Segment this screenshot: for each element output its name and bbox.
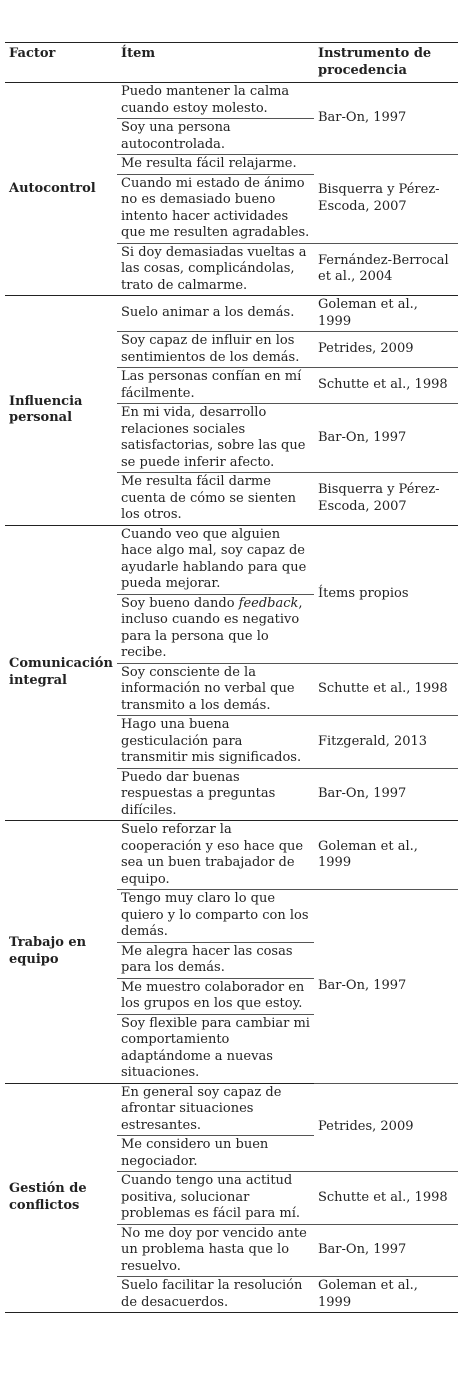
header-item: Ítem bbox=[117, 43, 314, 83]
item-text: Soy bueno dando bbox=[121, 595, 239, 611]
item-cell: En mi vida, desarrollo relaciones sociales satisfactorias, sobre las que se puede inferir afecto. bbox=[117, 404, 314, 473]
source-cell: Goleman et al., 1999 bbox=[314, 821, 458, 890]
source-cell: Goleman et al., 1999 bbox=[314, 296, 458, 332]
source-cell: Fitzgerald, 2013 bbox=[314, 716, 458, 769]
item-cell: Cuando mi estado de ánimo no es demasiado bueno intento hacer actividades que me resulten agradables. bbox=[117, 174, 314, 243]
item-cell: Suelo reforzar la cooperación y eso hace que sea un buen trabajador de equipo. bbox=[117, 821, 314, 890]
factor-cell: Influencia personal bbox=[5, 296, 117, 526]
source-cell: Ítems propios bbox=[314, 525, 458, 663]
item-cell: Soy capaz de influir en los sentimientos de los demás. bbox=[117, 332, 314, 368]
item-text: , incluso cuando es negativo para la persona que lo recibe. bbox=[121, 595, 303, 660]
item-cell bbox=[117, 594, 314, 663]
source-cell: Bar-On, 1997 bbox=[314, 768, 458, 821]
header-factor: Factor bbox=[5, 43, 117, 83]
source-cell: Bisquerra y Pérez-Escoda, 2007 bbox=[314, 473, 458, 526]
item-cell: Me muestro colaborador en los grupos en los que estoy. bbox=[117, 978, 314, 1014]
item-cell: Puedo mantener la calma cuando estoy molesto. bbox=[117, 83, 314, 119]
table-row bbox=[5, 1083, 458, 1136]
table-row bbox=[5, 296, 458, 332]
item-cell: En general soy capaz de afrontar situaciones estresantes. bbox=[117, 1083, 314, 1136]
item-cell: Me alegra hacer las cosas para los demás. bbox=[117, 942, 314, 978]
item-cell: No me doy por vencido ante un problema hasta que lo resuelvo. bbox=[117, 1224, 314, 1277]
item-cell: Me resulta fácil relajarme. bbox=[117, 155, 314, 175]
item-cell: Suelo animar a los demás. bbox=[117, 296, 314, 332]
source-cell: Fernández-Berrocal et al., 2004 bbox=[314, 243, 458, 296]
factor-cell: Comunicación integral bbox=[5, 525, 117, 821]
item-cell: Soy consciente de la información no verbal que transmito a los demás. bbox=[117, 663, 314, 716]
item-cell: Cuando tengo una actitud positiva, solucionar problemas es fácil para mí. bbox=[117, 1172, 314, 1225]
item-cell: Hago una buena gesticulación para transmitir mis significados. bbox=[117, 716, 314, 769]
item-cell: Puedo dar buenas respuestas a preguntas difíciles. bbox=[117, 768, 314, 821]
source-cell: Bar-On, 1997 bbox=[314, 890, 458, 1084]
table-row bbox=[5, 525, 458, 594]
source-cell: Schutte et al., 1998 bbox=[314, 1172, 458, 1225]
item-cell: Tengo muy claro lo que quiero y lo comparto con los demás. bbox=[117, 890, 314, 943]
source-cell: Bar-On, 1997 bbox=[314, 83, 458, 155]
item-cell: Me resulta fácil darme cuenta de cómo se sienten los otros. bbox=[117, 473, 314, 526]
source-cell: Schutte et al., 1998 bbox=[314, 663, 458, 716]
item-cell: Suelo facilitar la resolución de desacuerdos. bbox=[117, 1277, 314, 1313]
item-cell: Soy flexible para cambiar mi comportamiento adaptándome a nuevas situaciones. bbox=[117, 1014, 314, 1083]
item-cell: Las personas confían en mí fácilmente. bbox=[117, 368, 314, 404]
factor-cell: Trabajo en equipo bbox=[5, 821, 117, 1084]
factor-cell: Gestión de conflictos bbox=[5, 1083, 117, 1313]
item-emphasis: feedback bbox=[238, 595, 299, 611]
item-cell: Me considero un buen negociador. bbox=[117, 1136, 314, 1172]
header-row bbox=[5, 43, 458, 83]
table-row bbox=[5, 821, 458, 890]
item-cell: Si doy demasiadas vueltas a las cosas, complicándolas, trato de calmarme. bbox=[117, 243, 314, 296]
item-cell: Soy una persona autocontrolada. bbox=[117, 119, 314, 155]
factor-cell: Autocontrol bbox=[5, 83, 117, 296]
header-source: Instrumento de procedencia bbox=[314, 43, 458, 83]
source-cell: Petrides, 2009 bbox=[314, 1083, 458, 1172]
source-cell: Bar-On, 1997 bbox=[314, 404, 458, 473]
source-cell: Schutte et al., 1998 bbox=[314, 368, 458, 404]
items-table bbox=[5, 42, 458, 1313]
source-cell: Bar-On, 1997 bbox=[314, 1224, 458, 1277]
source-cell: Petrides, 2009 bbox=[314, 332, 458, 368]
table-body bbox=[5, 83, 458, 1313]
item-cell: Cuando veo que alguien hace algo mal, soy capaz de ayudarle hablando para que pueda mejorar. bbox=[117, 525, 314, 594]
source-cell: Goleman et al., 1999 bbox=[314, 1277, 458, 1313]
table-row bbox=[5, 83, 458, 119]
source-cell: Bisquerra y Pérez-Escoda, 2007 bbox=[314, 155, 458, 244]
